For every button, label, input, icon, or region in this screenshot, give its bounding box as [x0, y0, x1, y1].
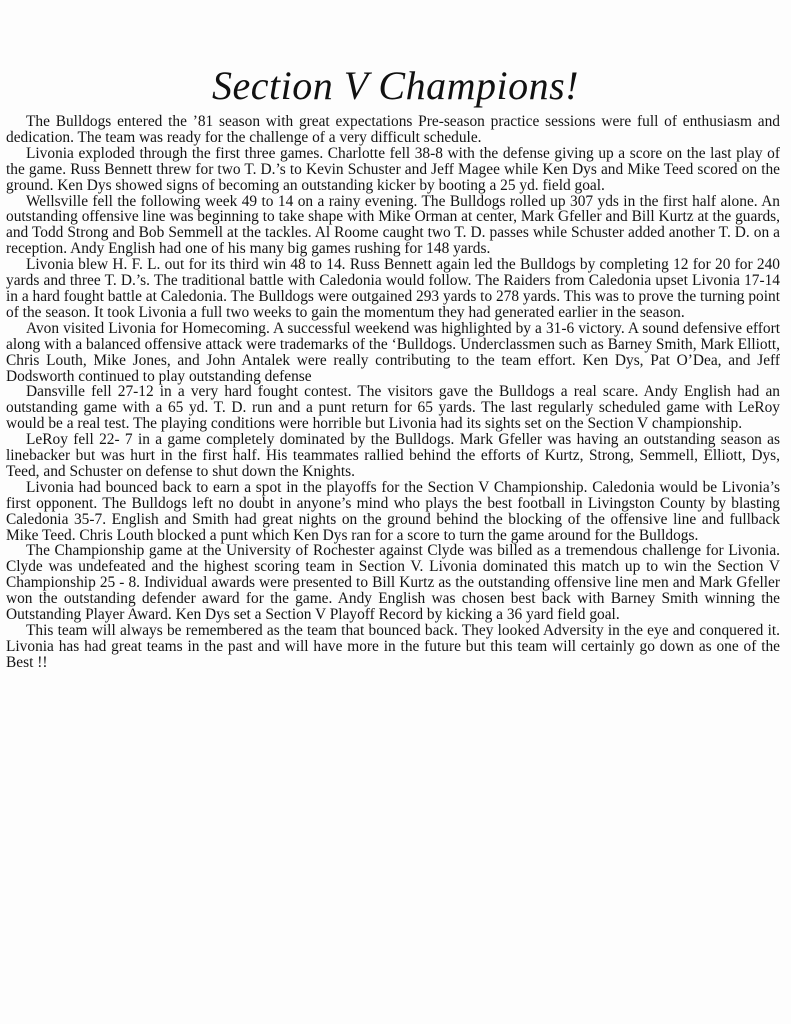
paragraph-hfl-caledonia: Livonia blew H. F. L. out for its third win 48 to 14. Russ Bennett again led the Bulldogs by completing 12 for 20 for 240 yards and three T. D.’s. The traditional battle with Caledonia would follow. The Raiders from Caledonia upset Livonia 17-14 in a hard fought battle at Caledonia. The Bulldogs were outgained 293 yards to 278 yards. This was to prove the turning point of the season. It took Livonia a full two weeks to gain the momentum they had generated earlier in the season.: [6, 256, 780, 321]
paragraph-intro: The Bulldogs entered the ’81 season with great expectations Pre-season practice sessions were full of enthusiasm and dedication. The team was ready for the challenge of a very difficult schedule.: [6, 113, 780, 146]
paragraph-avon: Avon visited Livonia for Homecoming. A successful weekend was highlighted by a 31-6 victory. A sound defensive effort along with a balanced offensive attack were trademarks of the ‘Bulldogs. Underclassmen such as Barney Smith, Mark Elliott, Chris Louth, Mike Jones, and John Antalek were really contributing to the team effort. Ken Dys, Pat O’Dea, and Jeff Dodsworth continued to play outstanding defense: [6, 319, 780, 385]
paragraph-dansville: Dansville fell 27-12 in a very hard fought contest. The visitors gave the Bulldogs a real scare. Andy English had an outstanding game with a 65 yd. T. D. run and a punt return for 65 yards. The last regularly scheduled game with LeRoy would be a real test. The playing conditions were horrible but Livonia had its sights set on the Section V championship.: [6, 383, 780, 433]
article-body: [6, 114, 780, 671]
paragraph-championship: The Championship game at the University of Rochester against Clyde was billed as a tremendous challenge for Livonia. Clyde was undefeated and the highest scoring team in Section V. Livonia dominated this match up to win the Section V Championship 25 - 8. Individual awards were presented to Bill Kurtz as the outstanding offensive line men and Mark Gfeller won the outstanding defender award for the game. Andy English was chosen best back with Barney Smith winning the Outstanding Player Award. Ken Dys set a Section V Playoff Record by kicking a 36 yard field goal.: [6, 542, 780, 624]
paragraph-closing: This team will always be remembered as the team that bounced back. They looked Adversity in the eye and conquered it. Livonia has had great teams in the past and will have more in the future but this team will certainly go down as one of the Best !!: [6, 622, 780, 671]
paragraph-wellsville: Wellsville fell the following week 49 to 14 on a rainy evening. The Bulldogs rolled up 307 yds in the first half alone. An outstanding offensive line was beginning to take shape with Mike Orman at center, Mark Gfeller and Bill Kurtz at the guards, and Todd Strong and Bob Semmell at the tackles. Al Roome caught two T. D. passes while Schuster added another T. D. on a reception. Andy English had one of his many big games rushing for 148 yards.: [6, 192, 780, 258]
paragraph-playoffs: Livonia had bounced back to earn a spot in the playoffs for the Section V Championship. Caledonia would be Livonia’s first opponent. The Bulldogs left no doubt in anyone’s mind who plays the best football in Livingston County by blasting Caledonia 35-7. English and Smith had great nights on the ground behind the blocking of the offensive line and fullback Mike Teed. Chris Louth blocked a punt which Ken Dys ran for a score to turn the game around for the Bulldogs.: [6, 478, 780, 544]
page-title: Section V Champions!: [211, 63, 579, 108]
paragraph-leroy: LeRoy fell 22- 7 in a game completely dominated by the Bulldogs. Mark Gfeller was having an outstanding season as linebacker but was hurt in the first half. His teammates rallied behind the efforts of Kurtz, Strong, Semmell, Elliott, Dys, Teed, and Schuster on defense to shut down the Knights.: [6, 431, 780, 480]
paragraph-charlotte: Livonia exploded through the first three games. Charlotte fell 38-8 with the defense giving up a score on the last play of the game. Russ Bennett threw for two T. D.’s to Kevin Schuster and Jeff Magee while Ken Dys and Mike Teed scored on the ground. Ken Dys showed signs of becoming an outstanding kicker by booting a 25 yd. field goal.: [6, 144, 780, 194]
